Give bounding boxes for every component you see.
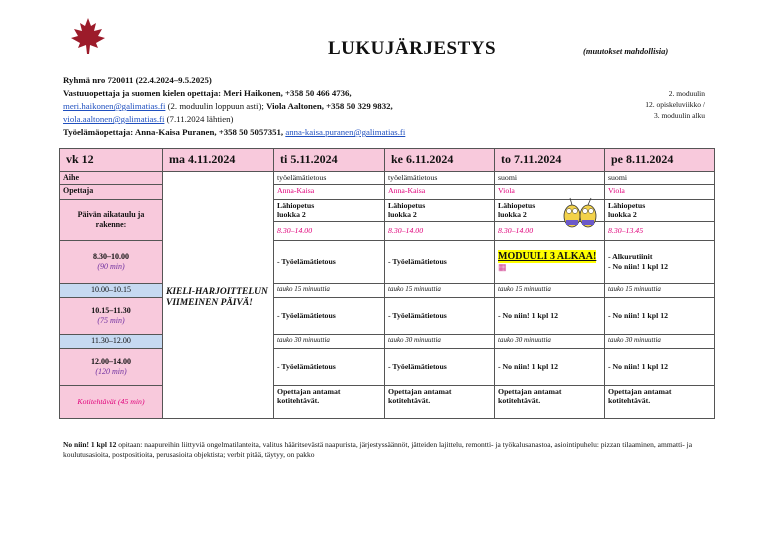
lesson-cell: - No niin! 1 kpl 12: [605, 297, 715, 334]
footer-note: [63, 440, 723, 460]
slot-time: 8.30–10.00: [93, 252, 129, 261]
email-line-1: [63, 100, 533, 113]
break-cell: tauko 30 minuuttia: [385, 334, 495, 348]
homework-cell: Opettajan antamat kotitehtävät.: [495, 385, 605, 418]
subject-label: Aihe: [60, 172, 163, 185]
day-header-mon: ma 4.11.2024: [163, 149, 274, 172]
slot-time: 10.15–11.30: [91, 306, 131, 315]
teacher-cell: Anna-Kaisa: [274, 184, 385, 199]
subject-row: [60, 172, 715, 185]
time-cell: 8.30–14.00: [274, 221, 385, 240]
teacher-line: Vastuuopettaja ja suomen kielen opettaja: Meri Haikonen, +358 50 466 4736,: [63, 88, 352, 98]
group-line: Ryhmä nro 720011 (22.4.2024–9.5.2025): [63, 75, 212, 85]
lesson-cell: - Työelämätietous: [274, 240, 385, 283]
subject-cell: työelämätietous: [274, 172, 385, 185]
slot-time: 12.00–14.00: [91, 357, 131, 366]
page-subtitle: (muutokset mahdollisia): [583, 46, 669, 56]
lesson-line: - Alkurutiinit: [608, 252, 653, 261]
module-start-banner: MODUULI 3 ALKAA!: [498, 251, 597, 263]
slot-duration: (90 min): [97, 261, 125, 271]
day-header-fri: pe 8.11.2024: [605, 149, 715, 172]
maple-leaf-icon: [68, 16, 108, 56]
lesson-cell: - No niin! 1 kpl 12: [605, 348, 715, 385]
location-type: Lähiopetus: [608, 200, 646, 210]
room: luokka 2: [277, 210, 306, 219]
slot3-label: [60, 348, 163, 385]
time-cell: 8.30–14.00: [495, 221, 605, 240]
week-header: vk 12: [60, 149, 163, 172]
time-cell: 8.30–14.00: [385, 221, 495, 240]
room: luokka 2: [498, 210, 527, 219]
day-header-thu: to 7.11.2024: [495, 149, 605, 172]
location-cell: [605, 199, 715, 221]
lesson-cell: - Työelämätietous: [385, 348, 495, 385]
viola-contact: Viola Aaltonen, +358 50 329 9832,: [266, 101, 393, 111]
cartoon-characters-icon: [560, 196, 600, 232]
teacher-cell: Anna-Kaisa: [385, 184, 495, 199]
module-note-line: 2. moduulin: [668, 89, 705, 98]
email2-note: (7.11.2024 lähtien): [164, 114, 234, 124]
header-row: [60, 149, 715, 172]
slot3-row: [60, 348, 715, 385]
lesson-cell: [495, 240, 605, 283]
contact-info: [63, 74, 533, 139]
lesson-cell: - No niin! 1 kpl 12: [495, 348, 605, 385]
lesson-cell: - No niin! 1 kpl 12: [495, 297, 605, 334]
slot2-row: [60, 297, 715, 334]
homework-row: [60, 385, 715, 418]
teacher-cell: Viola: [495, 184, 605, 199]
day-header-tue: ti 5.11.2024: [274, 149, 385, 172]
gift-icon: ▦: [498, 262, 507, 273]
break1-time: 10.00–10.15: [60, 283, 163, 297]
page-title: LUKUJÄRJESTYS: [328, 38, 497, 59]
footer-bold: No niin! 1 kpl 12: [63, 440, 117, 449]
location-type: Lähiopetus: [277, 200, 315, 210]
time-cell: 8.30–13.45: [605, 221, 715, 240]
module-note-line: 12. opiskeluviikko /: [645, 100, 705, 109]
lesson-cell: - Työelämätietous: [274, 348, 385, 385]
break-cell: tauko 30 minuuttia: [495, 334, 605, 348]
break-cell: tauko 15 minuuttia: [495, 283, 605, 297]
location-cell: [495, 199, 605, 221]
day-header-wed: ke 6.11.2024: [385, 149, 495, 172]
homework-cell: Opettajan antamat kotitehtävät.: [274, 385, 385, 418]
worklife-line: [63, 126, 533, 139]
break2-time: 11.30–12.00: [60, 334, 163, 348]
location-type: Lähiopetus: [498, 200, 536, 210]
teacher-cell: Viola: [605, 184, 715, 199]
module-note-line: 3. moduulin alku: [653, 111, 705, 120]
slot1-row: [60, 240, 715, 283]
break-cell: tauko 15 minuuttia: [274, 283, 385, 297]
room: luokka 2: [388, 210, 417, 219]
email1-note: (2. moduulin loppuun asti);: [165, 101, 267, 111]
footer-text: opitaan: naapureihin liittyviä ongelmatilanteita, valitus hääritsevästä naapurista, järjestyssäännöt, jätteiden lajittelu, remontti- ja työkalusanastoa, asiointipuhelu: pizzan tilaaminen, ammatti- ja koulutusasioita, postpositioita, perusasioita objektista; verbit pitää, täytyy, on pakko: [63, 440, 693, 459]
location-type: Lähiopetus: [388, 200, 426, 210]
schedule-header-row: [60, 199, 715, 221]
email-link-annakaisa[interactable]: anna-kaisa.puranen@galimatias.fi: [285, 127, 406, 137]
email-link-meri[interactable]: meri.haikonen@galimatias.fi: [63, 101, 166, 111]
subject-cell: suomi: [605, 172, 715, 185]
worklife-teacher: Työelämäopettaja: Anna-Kaisa Puranen, +358 50 5057351,: [63, 127, 286, 137]
break-cell: tauko 15 minuuttia: [385, 283, 495, 297]
break2-row: [60, 334, 715, 348]
homework-cell: Opettajan antamat kotitehtävät.: [605, 385, 715, 418]
schedule-table: [59, 148, 715, 419]
teacher-label: Opettaja: [60, 184, 163, 199]
lesson-line: - No niin! 1 kpl 12: [608, 261, 669, 271]
slot2-label: [60, 297, 163, 334]
day-schedule-label: Päivän aikataulu ja rakenne:: [60, 199, 163, 240]
email-link-viola[interactable]: viola.aaltonen@galimatias.fi: [63, 114, 165, 124]
module-note: [595, 88, 705, 121]
email-line-2: [63, 113, 533, 126]
homework-cell: Opettajan antamat kotitehtävät.: [385, 385, 495, 418]
teacher-row: [60, 184, 715, 199]
subject-cell: työelämätietous: [385, 172, 495, 185]
lesson-cell: - Työelämätietous: [274, 297, 385, 334]
lesson-cell: [605, 240, 715, 283]
slot-duration: (120 min): [95, 366, 127, 376]
break1-row: [60, 283, 715, 297]
homework-label: Kotitehtävät (45 min): [60, 385, 163, 418]
break-cell: tauko 30 minuuttia: [605, 334, 715, 348]
monday-cell: KIELI-HARJOITTELUN VIIMEINEN PÄIVÄ!: [163, 172, 274, 419]
room: luokka 2: [608, 210, 637, 219]
subject-cell: suomi: [495, 172, 605, 185]
slot-duration: (75 min): [97, 315, 125, 325]
break-cell: tauko 15 minuuttia: [605, 283, 715, 297]
location-cell: [385, 199, 495, 221]
slot1-label: [60, 240, 163, 283]
lesson-cell: - Työelämätietous: [385, 297, 495, 334]
location-cell: [274, 199, 385, 221]
break-cell: tauko 30 minuuttia: [274, 334, 385, 348]
lesson-cell: - Työelämätietous: [385, 240, 495, 283]
